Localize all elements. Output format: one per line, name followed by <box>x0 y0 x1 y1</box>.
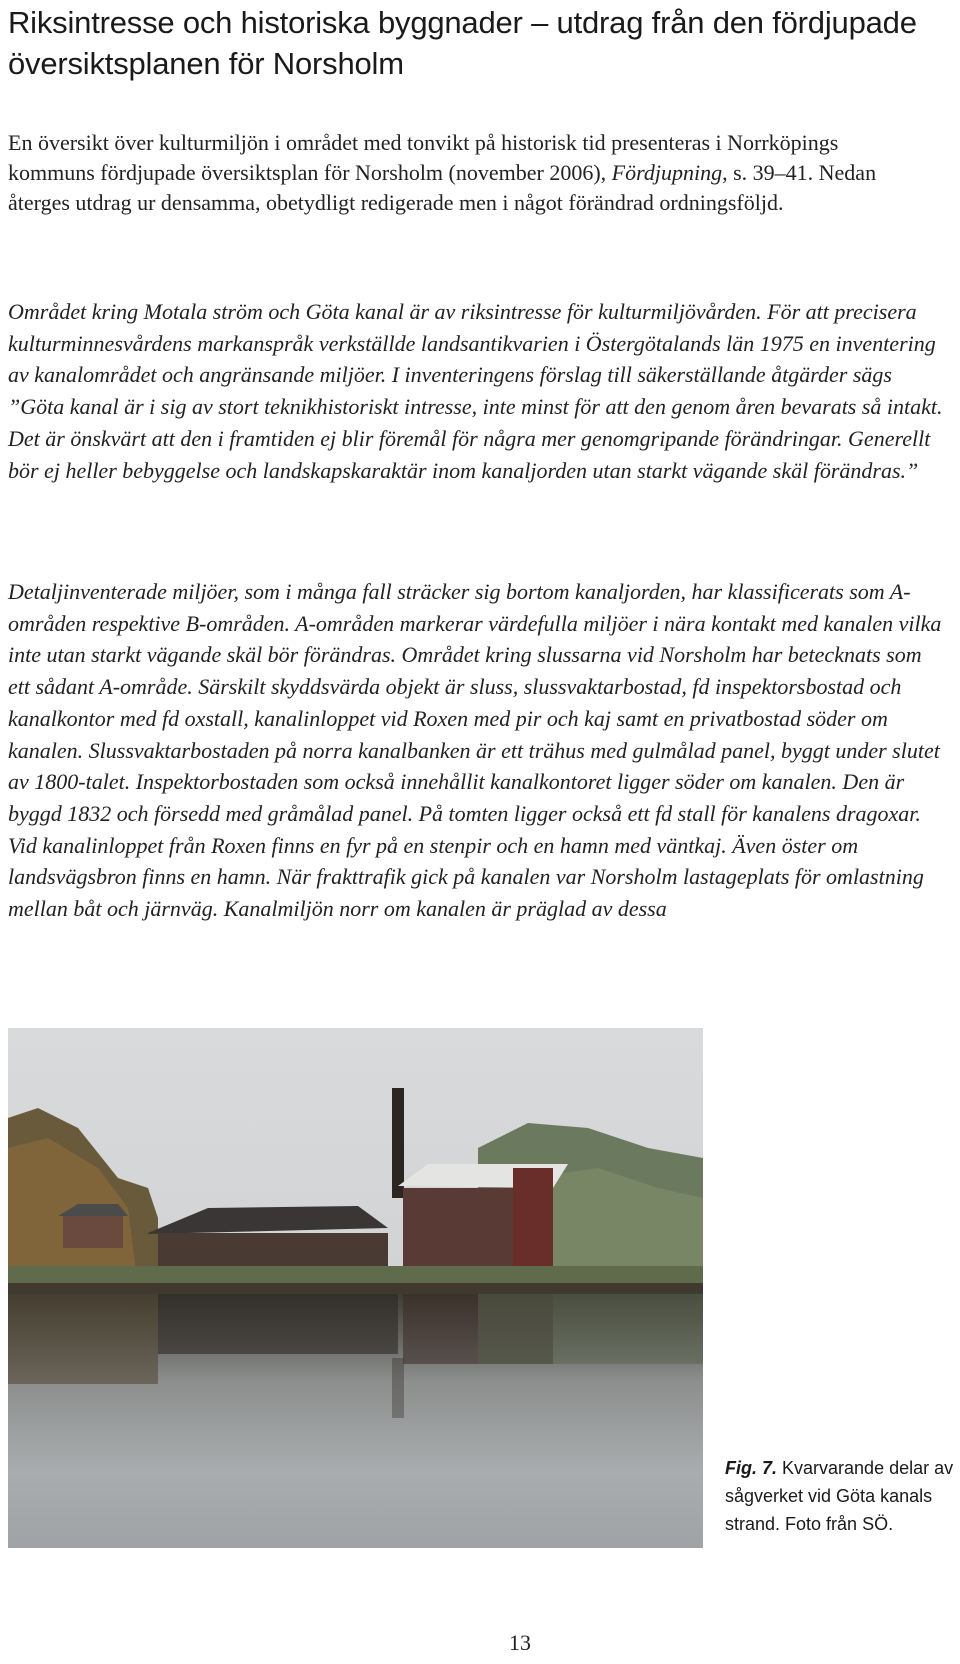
intro-paragraph <box>8 128 908 218</box>
riksintresse-paragraph: Området kring Motala ström och Göta kanal är av riksintresse för kulturmiljövården. För att precisera kulturminnesvårdens markanspråk verkställde landsantikvarien i Östergötalands län 1975 en inventering av kanalområdet och angränsande miljöer. I inventeringens förslag till säkerställande åtgärder sägs ”Göta kanal är i sig av stort teknikhistoriskt intresse, inte minst för att den genom åren bevarats så intakt. Det är önskvärt att den i framtiden ej blir föremål för några mer genomgripande förändringar. Generellt bör ej heller bebyggelse och landskapskaraktär inom kanaljorden utan starkt vägande skäl förändras.” <box>8 299 943 483</box>
title-line-2: översiktsplanen för Norsholm <box>8 46 404 81</box>
page-number: 13 <box>509 1630 531 1655</box>
intro-text-end: , s. 39–41. Nedan återges utdrag ur densamma, obetydligt redigerade men i något förändrad ordningsföljd. <box>8 160 877 215</box>
figure-label: Fig. 7. <box>725 1458 778 1478</box>
sawmill-photo <box>8 1028 703 1548</box>
figure-caption <box>725 1454 960 1538</box>
detaljinventering-paragraph: Detaljinventerade miljöer, som i många fall sträcker sig bortom kanaljorden, har klassificerats som A-områden respektive B-områden. A-områden markerar värdefulla miljöer i nära kontakt med kanalen vilka inte utan starkt vägande skäl bör förändras. Området kring slussarna vid Norsholm har betecknats som ett sådant A-område. Särskilt skyddsvärda objekt är sluss, slussvaktarbostad, fd inspektorsbostad och kanalkontor med fd oxstall, kanalinloppet vid Roxen med pir och kaj samt en privatbostad söder om kanalen. Slussvaktarbostaden på norra kanalbanken är ett trähus med gulmålad panel, byggt under slutet av 1800-talet. Inspektorbostaden som också innehållit kanalkontoret ligger söder om kanalen. Den är byggd 1832 och försedd med gråmålad panel. På tomten ligger också ett fd stall för kanalens dragoxar. Vid kanalinloppet från Roxen finns en fyr på en stenpir och en hamn med väntkaj. Även öster om landsvägsbron finns en hamn. När frakttrafik gick på kanalen var Norsholm lastageplats för omlastning mellan båt och järnväg. Kanalmiljön norr om kanalen är präglad av dessa <box>8 579 942 922</box>
title-line-1: Riksintresse och historiska byggnader – utdrag från den fördjupade <box>8 5 917 40</box>
page-title <box>8 2 948 84</box>
intro-reference: Fördjupning <box>611 160 723 185</box>
intro-text: En översikt över kulturmiljön i området med tonvikt på historisk tid presenteras i Norrköpings kommuns fördjupade översiktsplan för Norsholm (november 2006), <box>8 130 839 185</box>
figure-caption-text: Kvarvarande delar av sågverket vid Göta kanals strand. Foto från SÖ. <box>725 1458 954 1534</box>
